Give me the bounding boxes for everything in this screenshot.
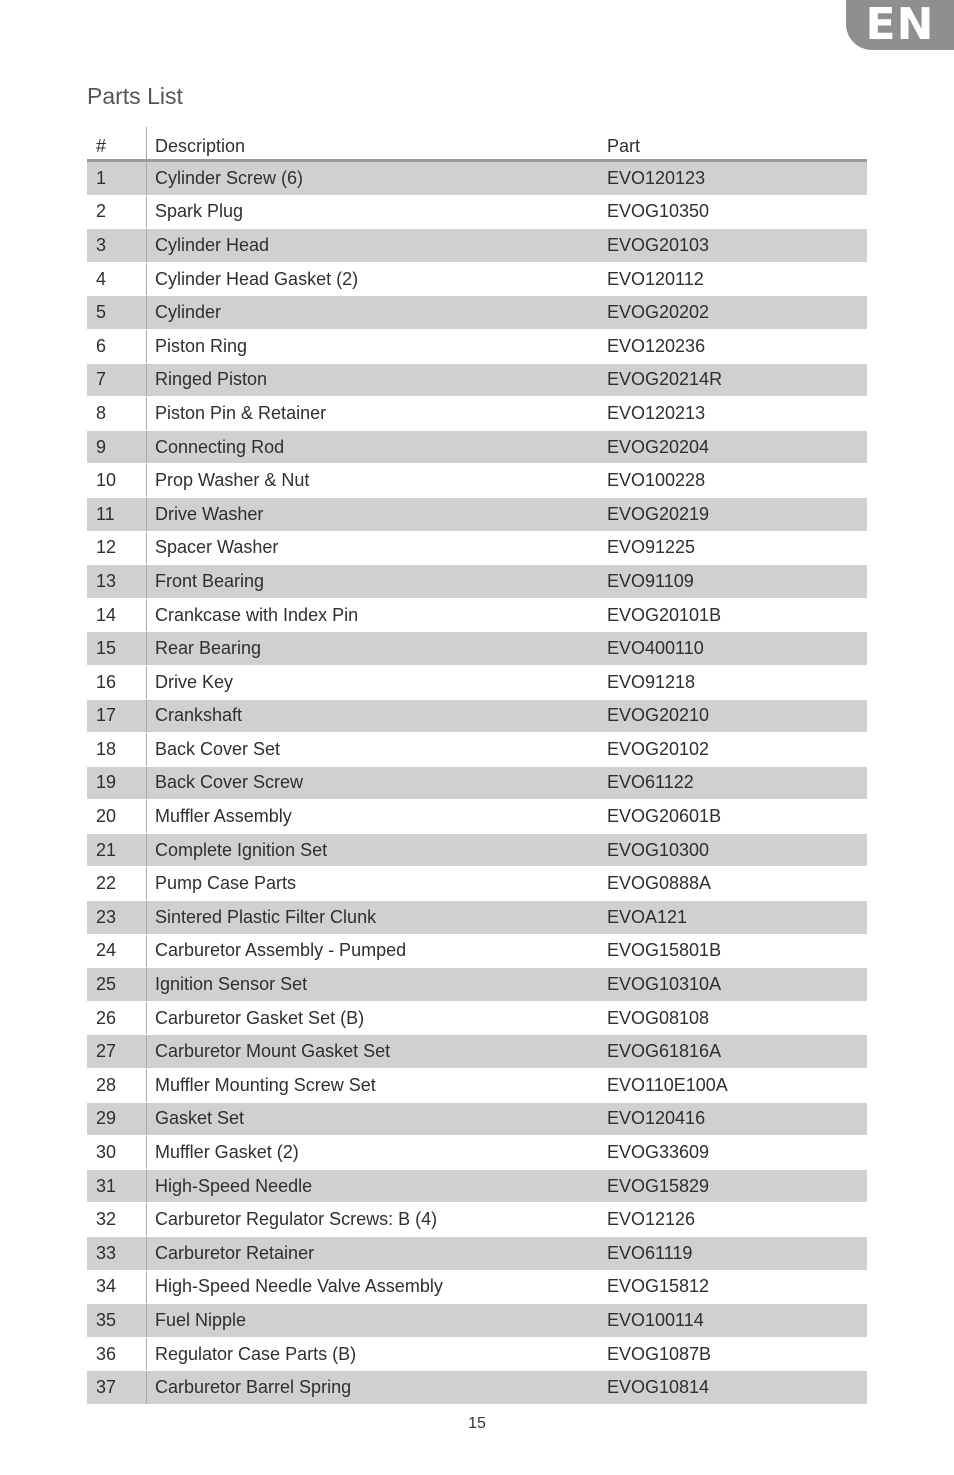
table-row	[87, 766, 867, 800]
part-number-cell: 23	[87, 901, 147, 935]
part-number-cell: 1	[87, 161, 147, 196]
part-number-cell: 10	[87, 464, 147, 498]
part-description-cell: Carburetor Retainer	[147, 1237, 608, 1271]
part-code-cell: EVOG61816A	[607, 1035, 867, 1069]
part-code-cell: EVO120112	[607, 262, 867, 296]
table-row	[87, 1069, 867, 1103]
part-description-cell: Back Cover Screw	[147, 766, 608, 800]
part-number-cell: 18	[87, 733, 147, 767]
table-row	[87, 1102, 867, 1136]
part-description-cell: Carburetor Barrel Spring	[147, 1371, 608, 1405]
part-description-cell: Carburetor Gasket Set (B)	[147, 1001, 608, 1035]
part-number-cell: 35	[87, 1304, 147, 1338]
part-description-cell: Sintered Plastic Filter Clunk	[147, 901, 608, 935]
part-number-cell: 12	[87, 531, 147, 565]
part-description-cell: Front Bearing	[147, 565, 608, 599]
part-number-cell: 29	[87, 1102, 147, 1136]
part-description-cell: Cylinder Head	[147, 229, 608, 263]
header-row	[87, 127, 867, 161]
part-description-cell: Pump Case Parts	[147, 867, 608, 901]
part-number-cell: 24	[87, 934, 147, 968]
part-code-cell: EVOG20101B	[607, 598, 867, 632]
part-number-cell: 3	[87, 229, 147, 263]
part-code-cell: EVOG08108	[607, 1001, 867, 1035]
part-description-cell: Connecting Rod	[147, 430, 608, 464]
part-number-cell: 21	[87, 833, 147, 867]
part-description-cell: Cylinder Screw (6)	[147, 161, 608, 196]
part-number-cell: 19	[87, 766, 147, 800]
part-number-cell: 16	[87, 665, 147, 699]
part-description-cell: Spark Plug	[147, 195, 608, 229]
part-code-cell: EVO400110	[607, 632, 867, 666]
part-description-cell: Piston Pin & Retainer	[147, 397, 608, 431]
part-number-cell: 2	[87, 195, 147, 229]
table-row	[87, 800, 867, 834]
header-number: #	[87, 127, 147, 161]
part-code-cell: EVOG20102	[607, 733, 867, 767]
table-row	[87, 867, 867, 901]
table-row	[87, 430, 867, 464]
parts-table	[87, 127, 867, 1405]
part-number-cell: 34	[87, 1270, 147, 1304]
part-code-cell: EVOG15812	[607, 1270, 867, 1304]
part-description-cell: Drive Key	[147, 665, 608, 699]
part-code-cell: EVOG33609	[607, 1136, 867, 1170]
table-row	[87, 397, 867, 431]
part-number-cell: 17	[87, 699, 147, 733]
part-description-cell: Drive Washer	[147, 497, 608, 531]
part-code-cell: EVO91225	[607, 531, 867, 565]
part-code-cell: EVOG10350	[607, 195, 867, 229]
part-number-cell: 9	[87, 430, 147, 464]
part-description-cell: Muffler Gasket (2)	[147, 1136, 608, 1170]
part-code-cell: EVO61119	[607, 1237, 867, 1271]
part-code-cell: EVOG20210	[607, 699, 867, 733]
table-row	[87, 1270, 867, 1304]
part-number-cell: 15	[87, 632, 147, 666]
table-row	[87, 1136, 867, 1170]
part-number-cell: 32	[87, 1203, 147, 1237]
table-row	[87, 833, 867, 867]
part-description-cell: Cylinder Head Gasket (2)	[147, 262, 608, 296]
part-description-cell: Prop Washer & Nut	[147, 464, 608, 498]
part-number-cell: 25	[87, 968, 147, 1002]
part-number-cell: 33	[87, 1237, 147, 1271]
table-row	[87, 363, 867, 397]
part-number-cell: 14	[87, 598, 147, 632]
page-title: Parts List	[87, 83, 183, 109]
part-code-cell: EVOG20219	[607, 497, 867, 531]
part-number-cell: 6	[87, 329, 147, 363]
part-number-cell: 27	[87, 1035, 147, 1069]
part-code-cell: EVOG15801B	[607, 934, 867, 968]
part-number-cell: 8	[87, 397, 147, 431]
page-number: 15	[468, 1415, 486, 1432]
part-code-cell: EVO120416	[607, 1102, 867, 1136]
part-code-cell: EVOG20103	[607, 229, 867, 263]
table-row	[87, 1001, 867, 1035]
table-row	[87, 1237, 867, 1271]
part-number-cell: 30	[87, 1136, 147, 1170]
part-code-cell: EVO100114	[607, 1304, 867, 1338]
part-description-cell: Fuel Nipple	[147, 1304, 608, 1338]
part-code-cell: EVOG15829	[607, 1169, 867, 1203]
table-row	[87, 531, 867, 565]
part-number-cell: 37	[87, 1371, 147, 1405]
part-number-cell: 26	[87, 1001, 147, 1035]
table-header	[87, 127, 867, 161]
table-row	[87, 699, 867, 733]
table-row	[87, 934, 867, 968]
part-number-cell: 36	[87, 1337, 147, 1371]
table-row	[87, 329, 867, 363]
part-number-cell: 11	[87, 497, 147, 531]
part-description-cell: Crankshaft	[147, 699, 608, 733]
part-code-cell: EVO12126	[607, 1203, 867, 1237]
table-row	[87, 296, 867, 330]
table-row	[87, 161, 867, 196]
part-code-cell: EVOG20601B	[607, 800, 867, 834]
part-code-cell: EVOG10814	[607, 1371, 867, 1405]
part-number-cell: 22	[87, 867, 147, 901]
part-description-cell: Muffler Mounting Screw Set	[147, 1069, 608, 1103]
part-code-cell: EVO91109	[607, 565, 867, 599]
part-description-cell: Complete Ignition Set	[147, 833, 608, 867]
part-code-cell: EVOG20214R	[607, 363, 867, 397]
part-description-cell: High-Speed Needle	[147, 1169, 608, 1203]
table-row	[87, 1035, 867, 1069]
part-description-cell: Regulator Case Parts (B)	[147, 1337, 608, 1371]
part-description-cell: High-Speed Needle Valve Assembly	[147, 1270, 608, 1304]
part-code-cell: EVOG10310A	[607, 968, 867, 1002]
table-body	[87, 161, 867, 1405]
table-row	[87, 1169, 867, 1203]
table-row	[87, 565, 867, 599]
language-tab: EN	[846, 0, 954, 50]
table-row	[87, 497, 867, 531]
table-row	[87, 1371, 867, 1405]
part-code-cell: EVOG1087B	[607, 1337, 867, 1371]
part-number-cell: 31	[87, 1169, 147, 1203]
part-code-cell: EVOG20204	[607, 430, 867, 464]
header-part: Part	[607, 127, 867, 161]
part-description-cell: Cylinder	[147, 296, 608, 330]
part-code-cell: EVO110E100A	[607, 1069, 867, 1103]
part-description-cell: Carburetor Regulator Screws: B (4)	[147, 1203, 608, 1237]
header-description: Description	[147, 127, 608, 161]
part-code-cell: EVOA121	[607, 901, 867, 935]
part-description-cell: Crankcase with Index Pin	[147, 598, 608, 632]
part-code-cell: EVO100228	[607, 464, 867, 498]
part-code-cell: EVOG20202	[607, 296, 867, 330]
table-row	[87, 229, 867, 263]
table-row	[87, 1203, 867, 1237]
part-description-cell: Ignition Sensor Set	[147, 968, 608, 1002]
part-number-cell: 7	[87, 363, 147, 397]
part-code-cell: EVO120236	[607, 329, 867, 363]
part-description-cell: Carburetor Mount Gasket Set	[147, 1035, 608, 1069]
part-description-cell: Ringed Piston	[147, 363, 608, 397]
table-row	[87, 968, 867, 1002]
part-code-cell: EVO120213	[607, 397, 867, 431]
part-code-cell: EVO61122	[607, 766, 867, 800]
part-description-cell: Carburetor Assembly - Pumped	[147, 934, 608, 968]
part-code-cell: EVO120123	[607, 161, 867, 196]
table-row	[87, 598, 867, 632]
part-code-cell: EVOG10300	[607, 833, 867, 867]
table-row	[87, 632, 867, 666]
part-description-cell: Muffler Assembly	[147, 800, 608, 834]
table-row	[87, 665, 867, 699]
part-number-cell: 5	[87, 296, 147, 330]
part-description-cell: Back Cover Set	[147, 733, 608, 767]
part-number-cell: 13	[87, 565, 147, 599]
part-number-cell: 4	[87, 262, 147, 296]
part-description-cell: Piston Ring	[147, 329, 608, 363]
table-row	[87, 733, 867, 767]
part-code-cell: EVOG0888A	[607, 867, 867, 901]
part-description-cell: Rear Bearing	[147, 632, 608, 666]
table-row	[87, 195, 867, 229]
table-row	[87, 901, 867, 935]
part-number-cell: 28	[87, 1069, 147, 1103]
table-row	[87, 1304, 867, 1338]
table-row	[87, 464, 867, 498]
part-description-cell: Spacer Washer	[147, 531, 608, 565]
part-code-cell: EVO91218	[607, 665, 867, 699]
part-number-cell: 20	[87, 800, 147, 834]
table-row	[87, 262, 867, 296]
table-row	[87, 1337, 867, 1371]
part-description-cell: Gasket Set	[147, 1102, 608, 1136]
